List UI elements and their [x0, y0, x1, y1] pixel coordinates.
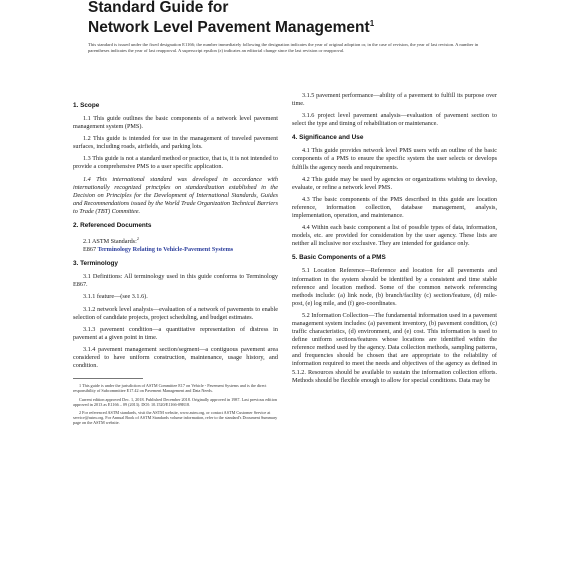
astm-standards-label: 2.1 ASTM Standards: [83, 238, 137, 246]
paragraph-3-1-2: 3.1.2 network level analysis—evaluation of a network of pavements to enable selection of candidate projects, project scheduling, and budget estimates. [73, 305, 278, 321]
astm-standards-footnote-mark: 2 [136, 236, 139, 242]
ref-e867[interactable] [83, 246, 278, 254]
paragraph-3-1-3: 3.1.3 pavement condition—a quantitative representation of distress in pavement at a given point in time. [73, 325, 278, 341]
paragraph-5-1: 5.1 Location Reference—Reference and location for all pavements and information in the system should be identified by a consistent and time stable reference and location method. Some of the common network referencing methods include: (a) link node, (b) branch/facility (c) section/feature, (d) mile-post, (e) log mile, and (f) geo-coordinates. [292, 267, 497, 307]
footnote-1: 1 This guide is under the jurisdiction of ASTM Committee E17 on Vehicle - Pavement Systems and is the direct responsibility of Subcommittee E17.42 on Pavement Management and Data Needs. [73, 383, 267, 394]
ref-e867-code[interactable]: E867 [83, 246, 97, 254]
ref-e867-title-link[interactable]: Terminology Relating to Vehicle-Pavement Systems [97, 246, 234, 254]
title-block [88, 0, 508, 36]
significance-heading: 4. Significance and Use [292, 134, 364, 142]
paragraph-1-2: 1.2 This guide is intended for use in the management of traveled pavement surfaces, including roads, airfields, and parking lots. [73, 135, 278, 151]
footnote-2: 2 For referenced ASTM standards, visit the ASTM website, www.astm.org, or contact ASTM Customer Service at service@astm.org. For Annual Book of ASTM Standards volume information, refer to the standard's Document Summary page on the ASTM website. [73, 410, 278, 426]
paragraph-1-3: 1.3 This guide is not a standard method or practice, that is, it is not intended to provide a comprehensive PMS to a user specific application. [73, 155, 278, 171]
paragraph-1-1: 1.1 This guide outlines the basic components of a network level pavement management system (PMS). [73, 115, 278, 131]
paragraph-5-2: 5.2 Information Collection—The fundamental information used in a pavement management system includes: (a) pavement inventory, (b) pavement condition, (c) traffic characteristics, (d) environment, and (e) cost. This information is used to define uniform sections/features whose locations are identified within the reference method used by the agency. Data collection methods, sampling patterns, and frequencies should be chosen that are appropriate to the reliability of information required to meet the needs and objectives of the agency as defined in 5.1.2. Resources should be available to sustain the information collection efforts. Methods should be flexible enough to allow for special conditions. Data may be [292, 311, 497, 384]
title-line-1: Standard Guide for [88, 0, 229, 16]
title-footnote-mark: 1 [369, 19, 375, 28]
paragraph-4-3: 4.3 The basic components of the PMS described in this guide are location reference, information collection, database management, analysis, implementation, operation, and maintenance. [292, 195, 497, 220]
right-column [292, 92, 497, 389]
paragraph-4-2: 4.2 This guide may be used by agencies or organizations wishing to develop, evaluate, or refine a network level PMS. [292, 175, 497, 191]
paragraph-4-1: 4.1 This guide provides network level PMS users with an outline of the basic components of a PMS to ensure the specific system the user selects or develops fulfills the agency needs and requirements. [292, 147, 497, 171]
scope-heading: 1. Scope [73, 102, 100, 109]
footnote-divider [73, 378, 143, 379]
referenced-documents-heading: 2. Referenced Documents [73, 222, 152, 230]
basic-components-heading: 5. Basic Components of a PMS [292, 254, 386, 262]
paragraph-3-1: 3.1 Definitions: All terminology used in this guide conforms to Terminology E867. [73, 273, 278, 289]
paragraph-3-1-1: 3.1.1 feature—(see 3.1.6). [83, 293, 148, 301]
paragraph-3-1-5: 3.1.5 pavement performance—ability of a pavement to fulfill its purpose over time. [292, 92, 497, 108]
title-text: Network Level Pavement Management [88, 19, 370, 37]
left-column [73, 96, 278, 429]
terminology-heading: 3. Terminology [73, 260, 118, 268]
designation-note: This standard is issued under the fixed designation E1166; the number immediately following the designation indicates the year of original adoption or, in the case of revision, the year of last revision. A number in parentheses indicates the year of last reapproval. A superscript epsilon (ε) indicates an editorial change since the last revision or reapproval. [88, 42, 479, 53]
title-line-2 [88, 16, 508, 36]
footnote-1-edition: Current edition approved Dec. 1, 2018. Published December 2018. Originally approved in 1987. Last previous edition approved in 2013 as E1166 – 09 (2013). DOI: 10.1520/E1166-09R18. [73, 396, 277, 407]
paragraph-1-4: 1.4 This international standard was developed in accordance with internationally recognized principles on standardization established in the Decision on Principles for the Development of International Standards, Guides and Recommendations issued by the World Trade Organization Technical Barriers to Trade (TBT) Committee. [73, 175, 278, 215]
astm-standards-ref [83, 235, 278, 246]
paragraph-4-4: 4.4 Within each basic component a list of possible types of data, information, models, etc. are provided for consideration by the user agency. These lists are neither all inclusive nor exclusive. They are intended for guidance only. [292, 224, 497, 248]
paragraph-3-1-6: 3.1.6 project level pavement analysis—evaluation of pavement section to select the type and timing of rehabilitation or maintenance. [292, 112, 497, 128]
paragraph-3-1-4: 3.1.4 pavement management section/segment—a contiguous pavement area considered to have uniform construction, maintenance, usage history, and condition. [73, 345, 278, 370]
